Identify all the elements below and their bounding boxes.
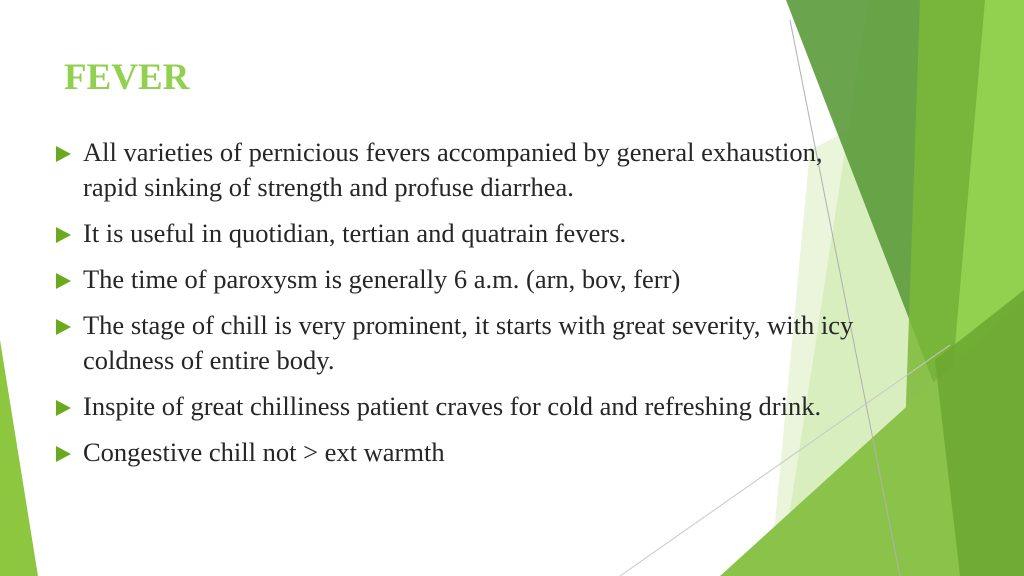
bullet-text: The stage of chill is very prominent, it starts with great severity, with icy coldness of entire body. (83, 310, 854, 375)
bullet-text: It is useful in quotidian, tertian and quatrain fevers. (83, 218, 627, 248)
bullet-item (56, 135, 856, 205)
right-triangle-icon (56, 400, 71, 416)
right-triangle-icon (56, 319, 71, 335)
bullet-text: Congestive chill not > ext warmth (83, 437, 445, 467)
bullet-item (56, 308, 856, 378)
bullet-list (56, 135, 856, 481)
left-edge-accent (0, 340, 38, 576)
bullet-text: The time of paroxysm is generally 6 a.m. (arn, bov, ferr) (83, 264, 681, 294)
right-triangle-icon (56, 227, 71, 243)
slide-title: FEVER (64, 57, 190, 98)
bullet-item (56, 435, 856, 470)
right-triangle-icon (56, 273, 71, 289)
right-triangle-icon (56, 146, 71, 162)
bullet-text: Inspite of great chilliness patient craves for cold and refreshing drink. (83, 391, 822, 421)
bullet-item (56, 389, 856, 424)
right-triangle-icon (56, 446, 71, 462)
bullet-item (56, 216, 856, 251)
bullet-text: All varieties of pernicious fevers accompanied by general exhaustion, rapid sinking of strength and profuse diarrhea. (83, 137, 823, 202)
bullet-item (56, 262, 856, 297)
